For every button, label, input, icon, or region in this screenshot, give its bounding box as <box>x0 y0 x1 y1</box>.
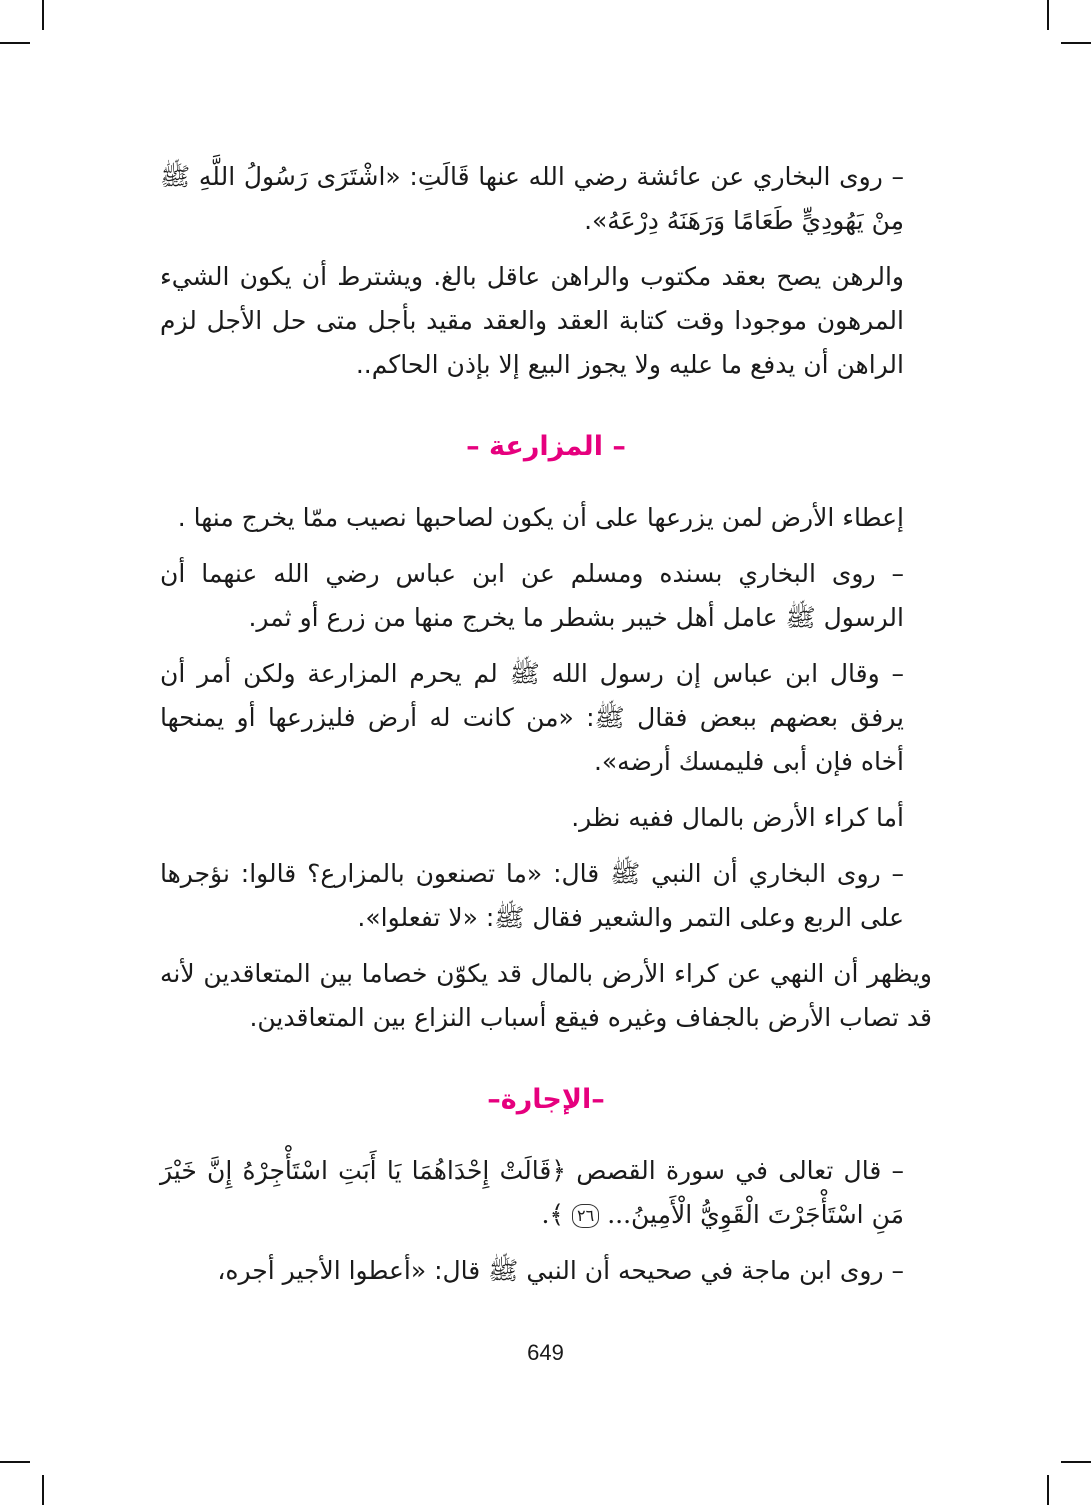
crop-mark-bottom-left-horizontal <box>0 1461 30 1463</box>
crop-mark-top-right-horizontal <box>1061 42 1091 44</box>
muzaraa-definition: إعطاء الأرض لمن يزرعها على أن يكون لصاحبها نصيب ممّا يخرج منها . <box>177 503 904 532</box>
section-ijara <box>160 1084 932 1293</box>
crop-mark-top-right-vertical <box>1047 0 1049 30</box>
heading-muzaraa: – المزارعة – <box>466 431 626 462</box>
kira-note: أما كراء الأرض بالمال ففيه نظر. <box>571 803 904 832</box>
heading-ijara: –الإجارة– <box>487 1084 605 1115</box>
ayah-number-marker: ٢٦ <box>572 1204 599 1228</box>
hadith-mazari: – روى البخاري أن النبي ﷺ قال: «ما تصنعون بالمزارع؟ قالوا: نؤجرها على الربع وعلى التمر والشعير فقال ﷺ: «لا تفعلوا». <box>160 859 904 932</box>
crop-mark-bottom-left-vertical <box>42 1475 44 1505</box>
page-body <box>160 155 932 1305</box>
page-number: 649 <box>527 1340 564 1365</box>
quran-verse: ﴿قَالَتْ إِحْدَاهُمَا يَا أَبَتِ اسْتَأْجِرْهُ إِنَّ خَيْرَ مَنِ اسْتَأْجَرْتَ الْقَوِيُّ الْأَمِينُ... <box>160 1156 904 1229</box>
section-muzaraa <box>160 431 932 1040</box>
rahn-conditions-paragraph: والرهن يصح بعقد مكتوب والراهن عاقل بالغ. ويشترط أن يكون الشيء المرهون موجودا وقت كتابة العقد والعقد مقيد بأجل متى حل الأجل لزم الراهن أن يدفع ما عليه ولا يجوز البيع إلا بإذن الحاكم.. <box>160 262 904 379</box>
hadith-bukhari-aisha: – روى البخاري عن عائشة رضي الله عنها قَالَتِ: «اشْتَرَى رَسُولُ اللَّهِ ﷺ مِنْ يَهُودِيٍّ طَعَامًا وَرَهَنَهُ دِرْعَهُ». <box>160 162 904 235</box>
quran-intro: – قال تعالى في سورة القصص <box>576 1156 904 1185</box>
crop-mark-top-left-vertical <box>42 0 44 30</box>
ibn-abbas-statement: – وقال ابن عباس إن رسول الله ﷺ لم يحرم المزارعة ولكن أمر أن يرفق بعضهم ببعض فقال ﷺ: «من كانت له أرض فليزرعها أو يمنحها أخاه فإن أبى فليمسك أرضه». <box>160 659 904 776</box>
muzaraa-conclusion: ويظهر أن النهي عن كراء الأرض بالمال قد يكوّن خصاما بين المتعاقدين لأنه قد تصاب الأرض بالجفاف وغيره فيقع أسباب النزاع بين المتعاقدين. <box>160 959 932 1032</box>
quran-qasas-citation <box>160 1149 932 1237</box>
quran-close: ﴾. <box>541 1200 565 1229</box>
crop-mark-bottom-right-vertical <box>1047 1475 1049 1505</box>
crop-mark-top-left-horizontal <box>0 42 30 44</box>
hadith-ibn-majah: – روى ابن ماجة في صحيحه أن النبي ﷺ قال: «أعطوا الأجير أجره، <box>217 1256 904 1285</box>
hadith-khaybar: – روى البخاري بسنده ومسلم عن ابن عباس رضي الله عنهما أن الرسول ﷺ عامل أهل خيبر بشطر ما يخرج منها من زرع أو ثمر. <box>160 559 904 632</box>
section-rahn <box>160 155 932 387</box>
crop-mark-bottom-right-horizontal <box>1061 1461 1091 1463</box>
